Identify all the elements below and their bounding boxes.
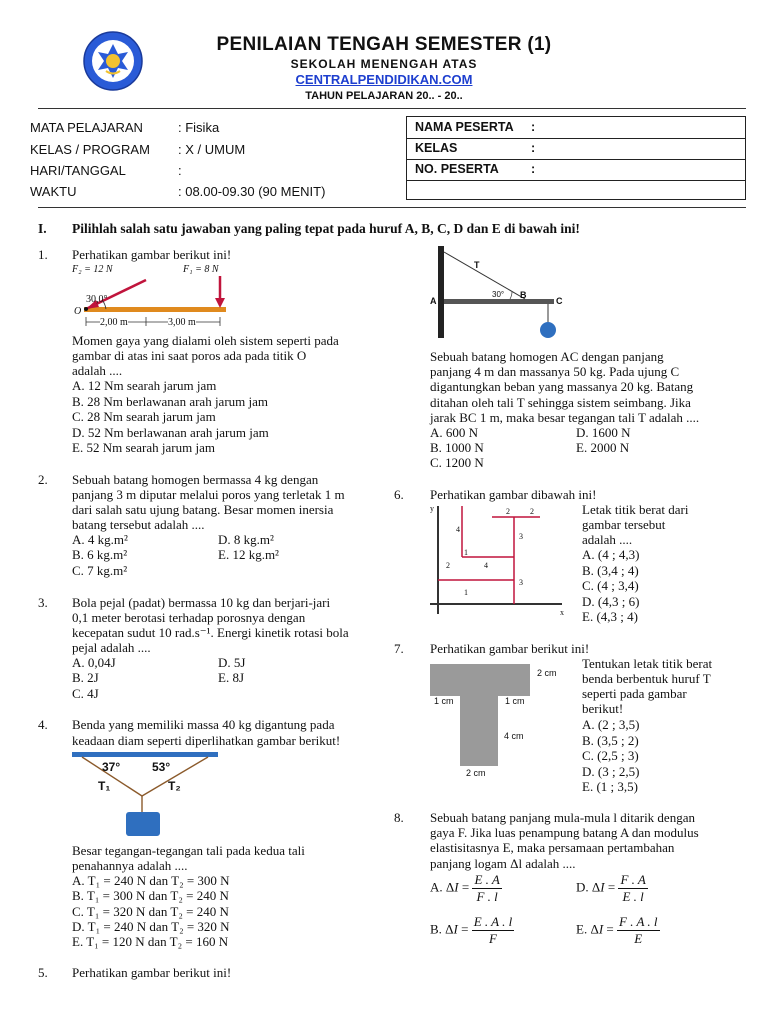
q1-d2-label: 3,00 m — [168, 317, 196, 328]
q6-dim-3b: 3 — [519, 578, 523, 587]
q2-option-c[interactable]: C. 7 kg.m² — [72, 563, 128, 578]
q6-dim-2c: 2 — [446, 561, 450, 570]
q6-dim-2a: 2 — [506, 507, 510, 516]
participant-box — [406, 116, 746, 200]
q7-right-dim: 1 cm — [505, 696, 525, 706]
q6-x-label: x — [560, 608, 564, 617]
q6-option-c[interactable]: C. (4 ; 3,4) — [582, 578, 639, 593]
section-heading: I. Pilihlah salah satu jawaban yang paling tepat pada huruf A, B, C, D dan E di bawah ini! — [38, 221, 580, 236]
q6-option-d[interactable]: D. (4,3 ; 6) — [582, 594, 640, 609]
q5-option-e[interactable]: E. 2000 N — [576, 440, 630, 455]
q5-option-a[interactable]: A. 600 N — [430, 425, 479, 440]
q3-option-e[interactable]: E. 8J — [218, 670, 244, 685]
q4-angle2-label: 53° — [152, 760, 171, 774]
q4-option-c[interactable]: C. T₁ = 320 N dan T₂ = 240 N — [72, 904, 229, 919]
q6-option-b[interactable]: B. (3,4 ; 4) — [582, 563, 639, 578]
q1-option-d[interactable]: D. 52 Nm berlawanan arah jarum jam — [72, 425, 269, 440]
q4-t1-label: T₁ — [98, 779, 111, 793]
info-divider — [38, 207, 746, 208]
q5-option-b[interactable]: B. 1000 N — [430, 440, 484, 455]
q1-f1-label: F₁ = 8 N — [183, 264, 219, 275]
q7-left-dim: 1 cm — [434, 696, 454, 706]
site-link[interactable]: CENTRALPENDIDIKAN.COM — [295, 72, 473, 87]
q6-dim-3a: 3 — [519, 532, 523, 541]
q5-option-c[interactable]: C. 1200 N — [430, 455, 484, 470]
school-name: SEKOLAH MENENGAH ATAS — [290, 57, 478, 71]
q7-bottom-dim: 2 cm — [466, 768, 486, 778]
q3-option-a[interactable]: A. 0,04J — [72, 655, 116, 670]
q6-dim-1b: 1 — [464, 588, 468, 597]
q6-option-e[interactable]: E. (4,3 ; 4) — [582, 609, 638, 624]
q5-angle-label: 30° — [492, 290, 505, 299]
q7-height-dim: 4 cm — [504, 731, 524, 741]
q7-option-b[interactable]: B. (3,5 ; 2) — [582, 733, 639, 748]
q1-d1-label: 2,00 m — [100, 317, 128, 328]
q7-t-shape-figure — [428, 660, 578, 780]
q2-option-a[interactable]: A. 4 kg.m² — [72, 532, 128, 547]
q5-b-label: B — [520, 290, 527, 300]
q7-option-a[interactable]: A. (2 ; 3,5) — [582, 717, 640, 732]
q7-option-d[interactable]: D. (3 ; 2,5) — [582, 764, 640, 779]
q2-option-d[interactable]: D. 8 kg.m² — [218, 532, 274, 547]
q7-option-e[interactable]: E. (1 ; 3,5) — [582, 779, 638, 794]
participant-name-field[interactable]: NAMA PESERTA : — [407, 117, 745, 139]
q8-option-d[interactable]: D. ΔI = $\frac{F . A}{E . l}$ — [576, 872, 646, 904]
info-row-time: WAKTU : 08.00-09.30 (90 MENIT) — [30, 184, 326, 199]
q6-dim-4b: 4 — [484, 561, 488, 570]
q4-option-d[interactable]: D. T₁ = 240 N dan T₂ = 320 N — [72, 919, 230, 934]
q1-pivot-label: O — [74, 306, 82, 317]
q5-a-label: A — [430, 296, 437, 306]
q1-angle-label: 30,0° — [86, 294, 108, 305]
q4-option-a[interactable]: A. T₁ = 240 N dan T₂ = 300 N — [72, 873, 230, 888]
q6-dim-2b: 2 — [530, 507, 534, 516]
info-row-class: KELAS / PROGRAM : X / UMUM — [30, 142, 246, 157]
q4-t2-label: T₂ — [168, 779, 181, 793]
q7-top-dim: 2 cm — [537, 668, 557, 678]
q1-option-e[interactable]: E. 52 Nm searah jarum jam — [72, 440, 215, 455]
q4-option-b[interactable]: B. T₁ = 300 N dan T₂ = 240 N — [72, 888, 229, 903]
q3-option-c[interactable]: C. 4J — [72, 686, 99, 701]
q7-option-c[interactable]: C. (2,5 ; 3) — [582, 748, 639, 763]
q6-dim-4: 4 — [456, 525, 460, 534]
q5-c-label: C — [556, 296, 563, 306]
q5-t-label: T — [474, 260, 480, 270]
q4-hanging-block-figure — [70, 750, 220, 840]
q2-option-b[interactable]: B. 6 kg.m² — [72, 547, 128, 562]
q6-option-a[interactable]: A. (4 ; 4,3) — [582, 547, 640, 562]
q3-option-b[interactable]: B. 2J — [72, 670, 99, 685]
q2-option-e[interactable]: E. 12 kg.m² — [218, 547, 279, 562]
q8-option-e[interactable]: E. ΔI = $\frac{F . A . l}{E}$ — [576, 914, 658, 946]
q1-option-a[interactable]: A. 12 Nm searah jarum jam — [72, 378, 217, 393]
school-year: TAHUN PELAJARAN 20.. - 20.. — [305, 90, 463, 102]
q4-option-e[interactable]: E. T₁ = 120 N dan T₂ = 160 N — [72, 934, 229, 949]
q1-option-b[interactable]: B. 28 Nm berlawanan arah jarum jam — [72, 394, 269, 409]
q1-f2-label: F₂ = 12 N — [72, 264, 113, 275]
q5-option-d[interactable]: D. 1600 N — [576, 425, 631, 440]
header-divider — [38, 108, 746, 109]
q4-angle1-label: 37° — [102, 760, 121, 774]
participant-blank-field[interactable] — [407, 180, 745, 201]
q1-option-c[interactable]: C. 28 Nm searah jarum jam — [72, 409, 216, 424]
info-row-subject: MATA PELAJARAN : Fisika — [30, 120, 220, 135]
page-title: PENILAIAN TENGAH SEMESTER (1) — [216, 34, 552, 55]
q3-option-d[interactable]: D. 5J — [218, 655, 246, 670]
participant-class-field[interactable]: KELAS : — [407, 138, 745, 160]
participant-number-field[interactable]: NO. PESERTA : — [407, 159, 745, 181]
q6-dim-1: 1 — [464, 548, 468, 557]
q8-option-b[interactable]: B. ΔI = $\frac{E . A . l}{F}$ — [430, 914, 513, 946]
q6-y-label: y — [430, 504, 434, 513]
q8-option-a[interactable]: A. ΔI = $\frac{E . A}{F . l}$ — [430, 872, 500, 904]
info-row-date: HARI/TANGGAL : — [30, 163, 182, 178]
